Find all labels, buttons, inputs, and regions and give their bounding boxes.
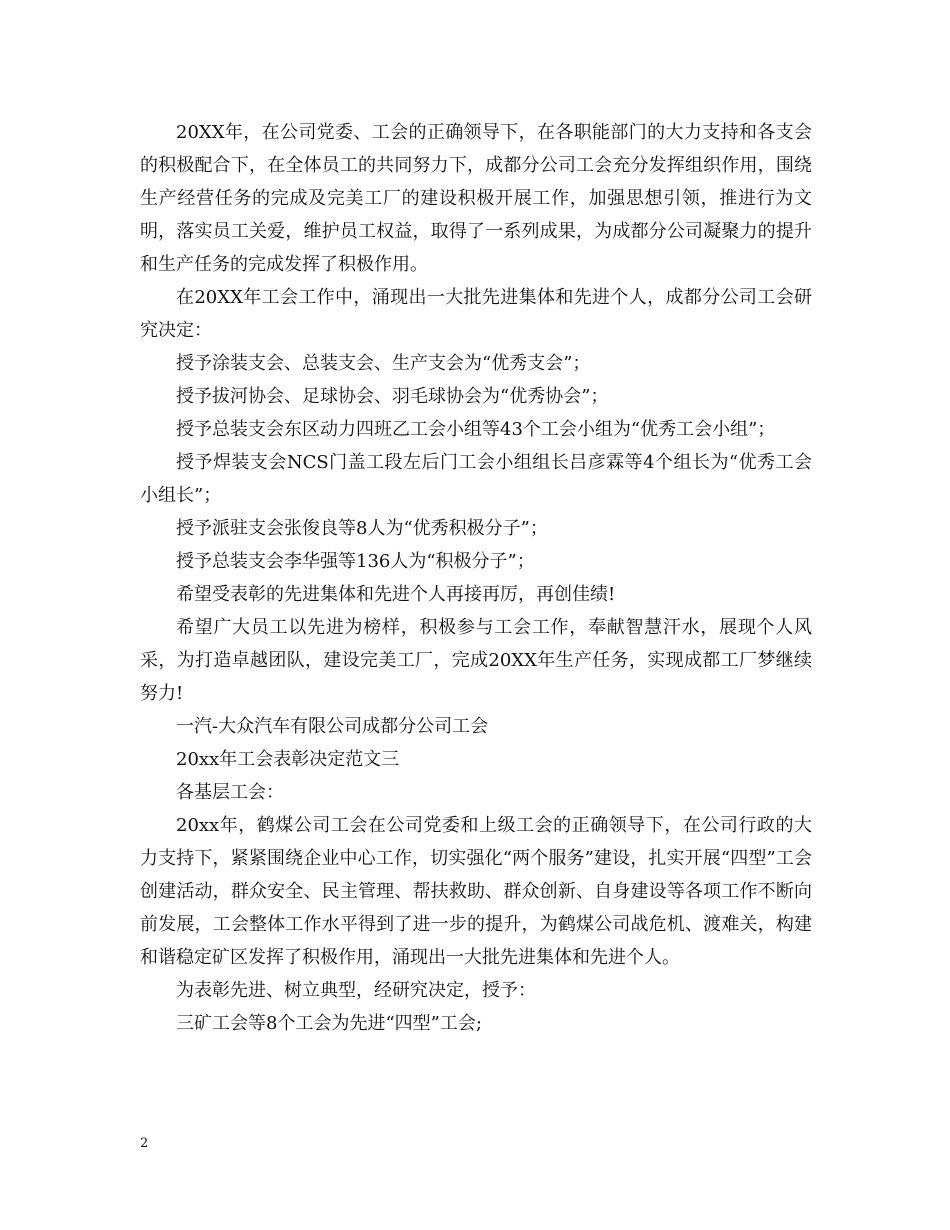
page-number: 2 xyxy=(140,1136,149,1151)
document-body xyxy=(140,116,812,1040)
paragraph-decision-intro: 在20XX年工会工作中，涌现出一大批先进集体和先进个人，成都分公司工会研究决定： xyxy=(140,287,812,341)
award-excellent-branch: 授予涂装支会、总装支会、生产支会为“优秀支会”； xyxy=(176,353,591,374)
paragraph-summary: 20XX年，在公司党委、工会的正确领导下，在各职能部门的大力支持和各支会的积极配合下，在全体员工的共同努力下，成都分公司工会充分发挥组织作用，围绕生产经营任务的完成及完美工厂的建设积极开展工作，加强思想引领，推进行为文明，落实员工关爱，维护员工权益，取得了一系列成果，为成都分公司凝聚力的提升和生产任务的完成发挥了积极作用。 xyxy=(140,122,812,275)
paragraph-commendation-intro: 为表彰先进、树立典型，经研究决定，授予： xyxy=(176,980,536,1001)
paragraph-hope-awardees: 希望受表彰的先进集体和先进个人再接再厉，再创佳绩! xyxy=(176,584,616,605)
award-excellent-activist: 授予派驻支会张俊良等8人为“优秀积极分子”； xyxy=(176,518,548,539)
award-advanced-union: 三矿工会等8个工会为先进“四型”工会; xyxy=(176,1013,482,1034)
paragraph-hemei-summary: 20xx年，鹤煤公司工会在公司党委和上级工会的正确领导下，在公司行政的大力支持下，紧紧围绕企业中心工作，切实强化“两个服务”建设，扎实开展“四型”工会创建活动，群众安全、民主管理、帮扶救助、群众创新、自身建设等各项工作不断向前发展，工会整体工作水平得到了进一步的提升，为鹤煤公司战危机、渡难关，构建和谐稳定矿区发挥了积极作用，涌现出一大批先进集体和先进个人。 xyxy=(140,815,812,968)
award-excellent-union-group: 授予总装支会东区动力四班乙工会小组等43个工会小组为“优秀工会小组”； xyxy=(176,419,776,440)
award-excellent-group-leader: 授予焊装支会NCS门盖工段左后门工会小组组长吕彦霖等4个组长为“优秀工会小组长”； xyxy=(140,452,812,506)
issuer-signature: 一汽-大众汽车有限公司成都分公司工会 xyxy=(176,716,489,737)
award-excellent-association: 授予拔河协会、足球协会、羽毛球协会为“优秀协会”； xyxy=(176,386,609,407)
paragraph-hope-employees: 希望广大员工以先进为榜样，积极参与工会工作，奉献智慧汗水，展现个人风采，为打造卓越团队，建设完美工厂，完成20XX年生产任务，实现成都工厂梦继续努力! xyxy=(140,617,812,704)
award-activist: 授予总装支会李华强等136人为“积极分子”； xyxy=(176,551,535,572)
section-title-sample-three: 20xx年工会表彰决定范文三 xyxy=(176,749,400,770)
salutation: 各基层工会： xyxy=(176,782,284,803)
